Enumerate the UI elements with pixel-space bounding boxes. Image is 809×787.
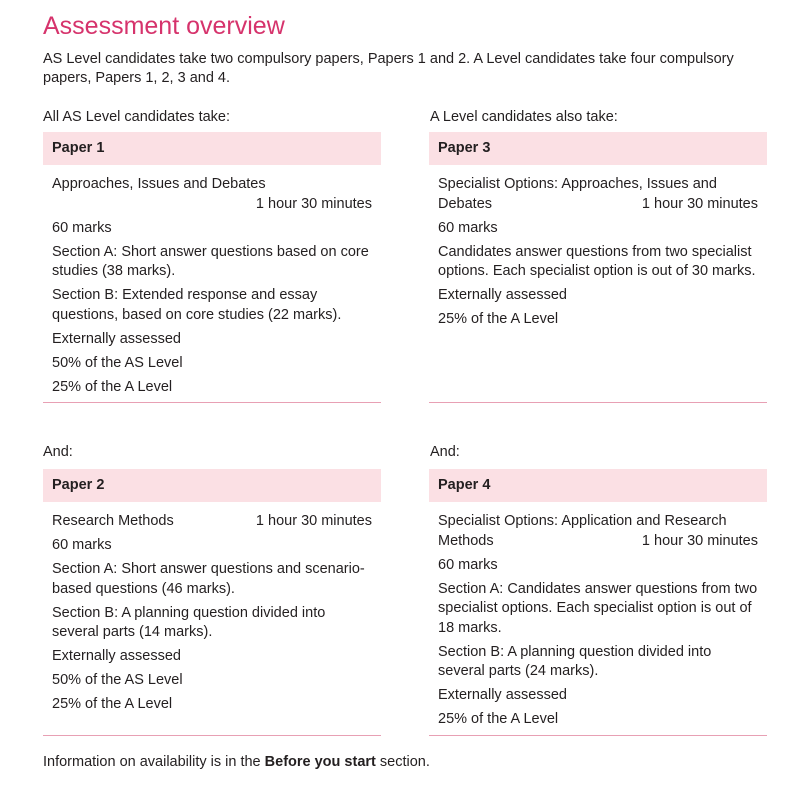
paper-4-detail: Section A: Candidates answer questions from two specialist options. Each specialist option is out of 18 marks. xyxy=(438,580,758,636)
paper-2-detail: 50% of the AS Level xyxy=(52,672,183,688)
footer-prefix: Information on availability is in the xyxy=(43,754,265,770)
paper-1-name: Approaches, Issues and Debates xyxy=(52,176,266,192)
paper-1-duration: 1 hour 30 minutes xyxy=(255,195,372,212)
paper-3-detail: Externally assessed xyxy=(438,287,567,303)
paper-3-detail: Candidates answer questions from two specialist options. Each specialist option is out of 30 marks. xyxy=(438,243,756,279)
left-column-label: All AS Level candidates take: xyxy=(43,109,231,125)
paper-2-detail: 25% of the A Level xyxy=(52,696,173,712)
paper-2-detail: Section B: A planning question divided into several parts (14 marks). xyxy=(52,604,326,640)
right-column-label: A Level candidates also take: xyxy=(430,109,618,125)
paper-2-duration: 1 hour 30 minutes xyxy=(255,513,372,529)
paper-4-heading: Paper 4 xyxy=(429,469,767,502)
paper-2-name: Research Methods xyxy=(52,513,174,529)
paper-3-heading: Paper 3 xyxy=(429,132,767,165)
footer-note xyxy=(43,754,430,770)
paper-1-detail: Externally assessed xyxy=(52,330,181,347)
paper-4-duration: 1 hour 30 minutes xyxy=(641,532,758,549)
paper-4-detail: 25% of the A Level xyxy=(438,711,559,727)
paper-4-name: Specialist Options: Application and Research xyxy=(438,513,727,529)
left-and-label: And: xyxy=(43,444,73,460)
right-and-label: And: xyxy=(430,444,460,460)
paper-2-heading: Paper 2 xyxy=(43,469,381,502)
paper-1-detail: 25% of the A Level xyxy=(52,378,173,395)
page-title: Assessment overview xyxy=(43,12,285,40)
paper-4-marks: 60 marks xyxy=(438,556,498,573)
paper-1-heading: Paper 1 xyxy=(43,132,381,165)
paper-3-detail: 25% of the A Level xyxy=(438,311,559,327)
paper-3-marks: 60 marks xyxy=(438,219,498,236)
paper-1-marks: 60 marks xyxy=(52,219,112,236)
footer-suffix: section. xyxy=(375,754,430,770)
paper-2-detail: Externally assessed xyxy=(52,648,181,664)
paper-3-card xyxy=(429,132,767,403)
paper-1-detail: Section A: Short answer questions based on core studies (38 marks). xyxy=(52,243,369,279)
paper-1-card xyxy=(43,132,381,403)
paper-4-detail: Externally assessed xyxy=(438,687,567,703)
paper-1-detail: 50% of the AS Level xyxy=(52,354,183,371)
paper-4-detail: Section B: A planning question divided into several parts (24 marks). xyxy=(438,643,712,679)
paper-3-duration: 1 hour 30 minutes xyxy=(641,195,758,212)
paper-4-name-continued: Methods xyxy=(438,532,494,549)
footer-link-text: Before you start xyxy=(264,754,376,770)
paper-3-name: Specialist Options: Approaches, Issues and xyxy=(438,176,717,192)
paper-2-marks: 60 marks xyxy=(52,537,112,553)
paper-4-card xyxy=(429,469,767,736)
paper-2-card xyxy=(43,469,381,736)
paper-2-detail: Section A: Short answer questions and scenario-based questions (46 marks). xyxy=(52,561,365,597)
paper-1-detail: Section B: Extended response and essay questions, based on core studies (22 marks). xyxy=(52,287,342,323)
paper-3-name-continued: Debates xyxy=(438,195,493,212)
intro-text: AS Level candidates take two compulsory papers, Papers 1 and 2. A Level candidates take four compulsory papers, Papers 1, 2, 3 and 4. xyxy=(43,51,734,86)
